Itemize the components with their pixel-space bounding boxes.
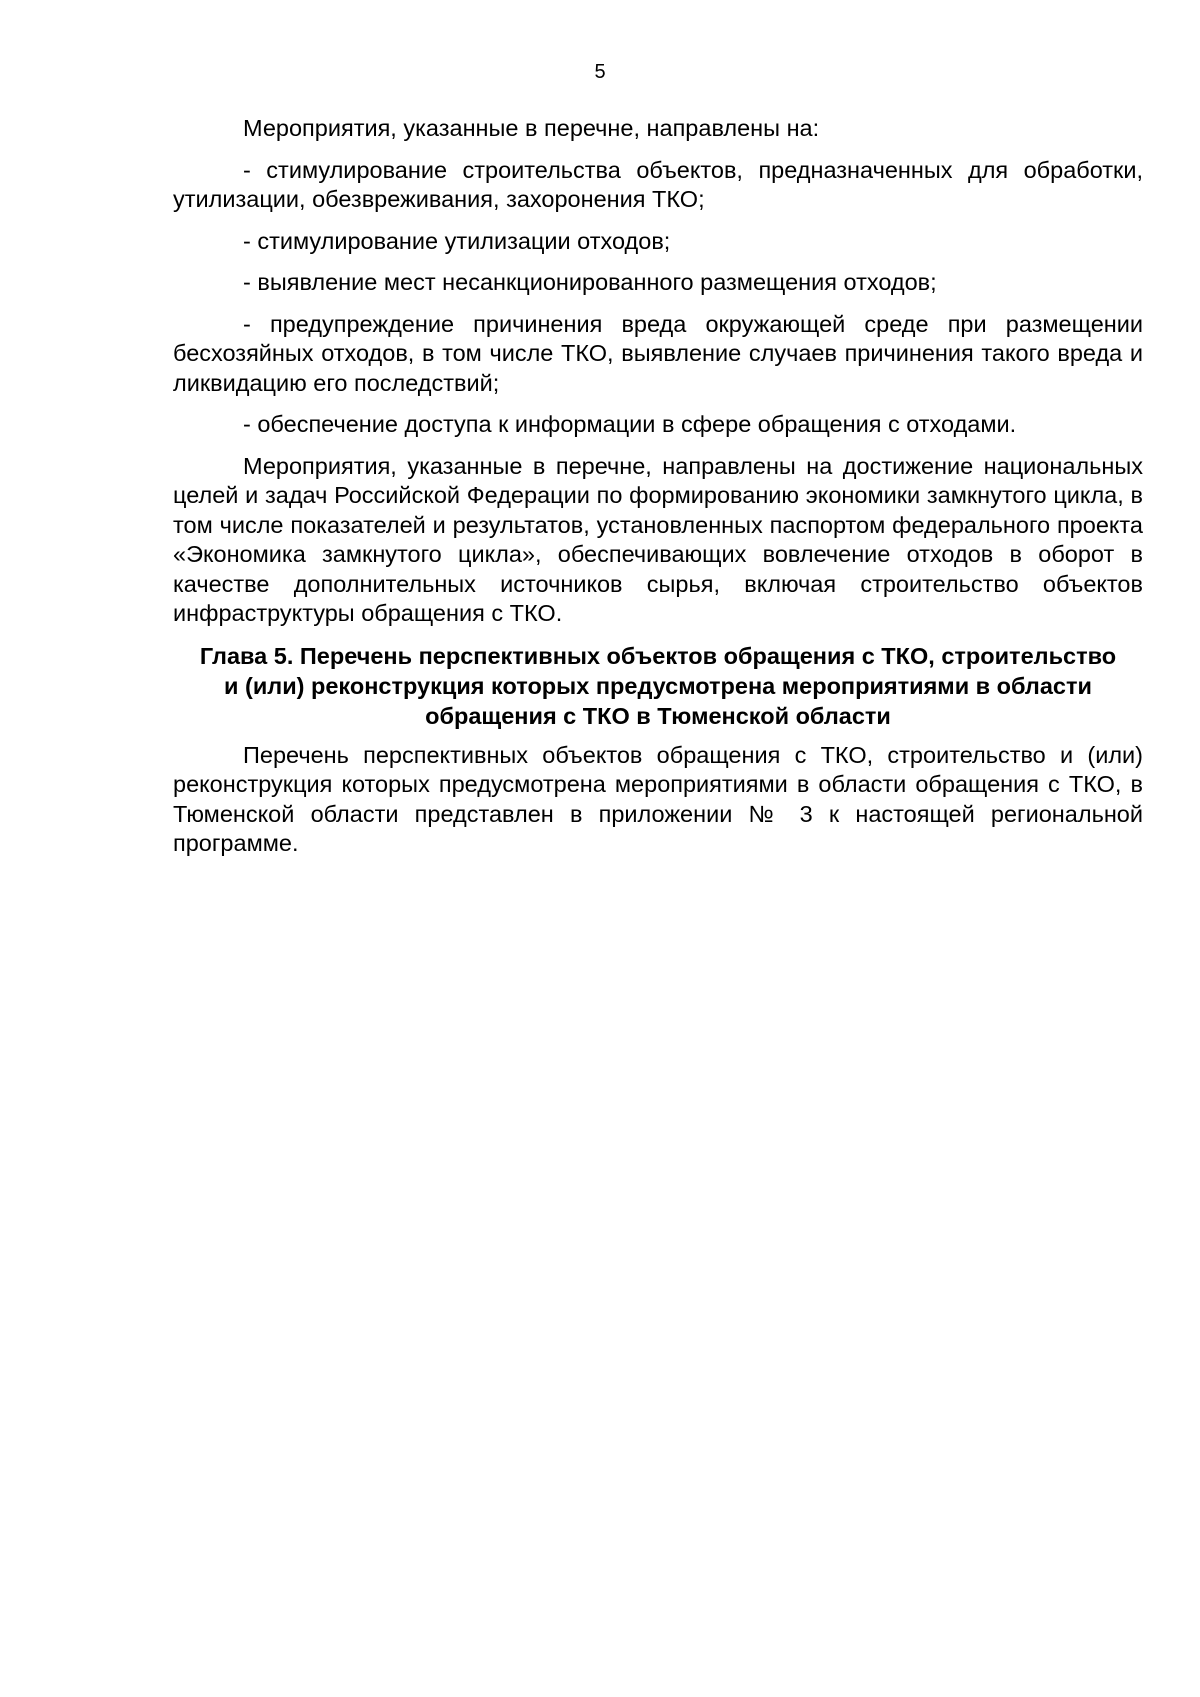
list-item-information-access: - обеспечение доступа к информации в сфере обращения с отходами. bbox=[243, 411, 1017, 437]
document-body bbox=[173, 114, 1143, 871]
list-item-harm-prevention: - предупреждение причинения вреда окружающей среде при размещении бесхозяйных отходов, в том числе ТКО, выявление случаев причинения такого вреда и ликвидацию его последствий; bbox=[173, 310, 1143, 396]
chapter-heading: Глава 5. Перечень перспективных объектов обращения с ТКО, строительство и (или) реконструкция которых предусмотрена мероприятиями в области обращения с ТКО в Тюменской области bbox=[199, 642, 1117, 729]
list-item-unauthorized-sites: - выявление мест несанкционированного размещения отходов; bbox=[243, 269, 937, 295]
list-item-construction: - стимулирование строительства объектов, предназначенных для обработки, утилизации, обезвреживания, захоронения ТКО; bbox=[173, 156, 1143, 212]
list-item-utilization: - стимулирование утилизации отходов; bbox=[243, 227, 671, 254]
page-number: 5 bbox=[594, 61, 606, 83]
paragraph-intro: Мероприятия, указанные в перечне, направлены на: bbox=[243, 115, 820, 141]
paragraph-objects-list: Перечень перспективных объектов обращения с ТКО, строительство и (или) реконструкция которых предусмотрена мероприятиями в области обращения с ТКО, в Тюменской области представлен в приложении № 3 к настоящей региональной программе. bbox=[173, 741, 1143, 856]
paragraph-national-goals: Мероприятия, указанные в перечне, направлены на достижение национальных целей и задач Российской Федерации по формированию экономики замкнутого цикла, в том числе показателей и результатов, установленных паспортом федерального проекта «Экономика замкнутого цикла», обеспечивающих вовлечение отходов в оборот в качестве дополнительных источников сырья, включая строительство объектов инфраструктуры обращения с ТКО. bbox=[173, 452, 1143, 626]
